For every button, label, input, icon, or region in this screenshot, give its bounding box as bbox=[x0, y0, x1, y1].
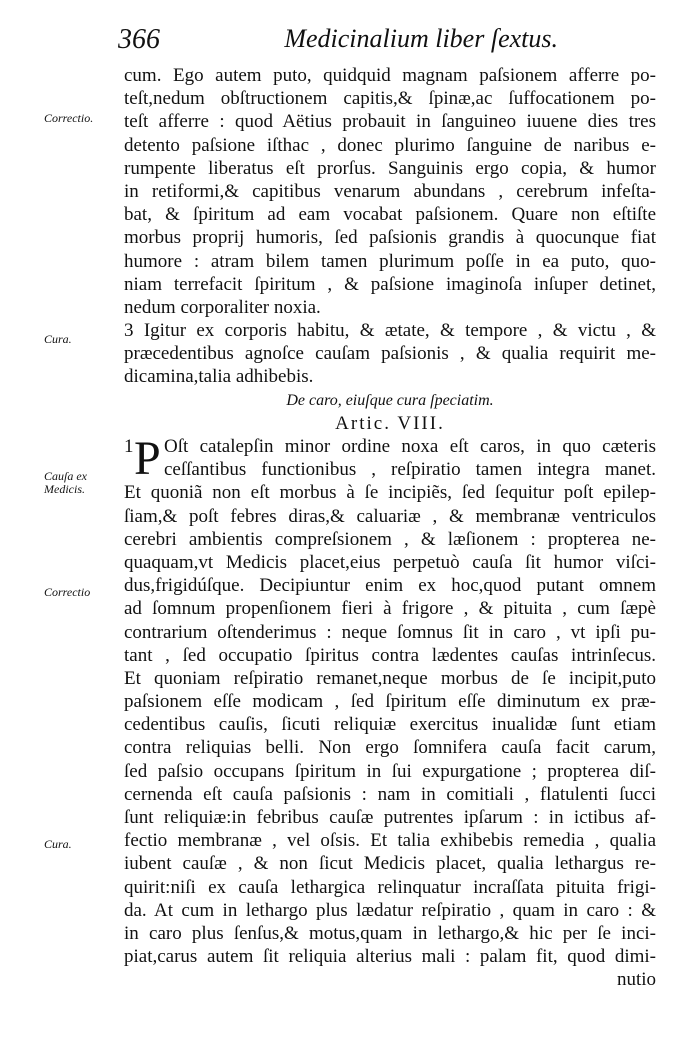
text-line: ſed paſsio occupans ſpiritum in ſui expurgatione ; propterea diſ- bbox=[124, 760, 656, 782]
margin-note-cura: Cura. bbox=[44, 332, 72, 346]
text-line: præcedentibus agnoſce cauſam paſsionis , & qualia requirit me- bbox=[124, 343, 656, 365]
text-line: in retiformi,& capitibus venarum abundans , cerebrum infeſta- bbox=[124, 180, 656, 202]
text-line: nedum corporaliter noxia. bbox=[124, 296, 321, 318]
margin-note-cura-2: Cura. bbox=[44, 837, 72, 851]
text-line: Et quoniã non eſt morbus à ſe incipiẽs, ſed ſequitur poſt epilep- bbox=[124, 482, 656, 504]
text-line: teſt afferre : quod Aëtius probauit in ſanguineo iuuene dies tres bbox=[124, 111, 656, 133]
running-title: Medicinalium liber ſextus. bbox=[284, 24, 558, 53]
main-text-block bbox=[124, 64, 656, 992]
text-line: ſunt reliquiæ:in febribus cauſæ putrentes ipſarum : in ictibus af- bbox=[124, 807, 656, 828]
text-line: ceſſantibus functionibus , reſpiratio tamen integra manet. bbox=[164, 459, 656, 481]
margin-note-correctio: Correctio. bbox=[44, 111, 94, 125]
paragraph-number: 1 bbox=[124, 436, 134, 457]
text-line: humore : atram bilem tamen plurimum poſſe in ea puto, quo- bbox=[124, 250, 656, 272]
text-line: iubent cauſæ , & non ſicut Medicis placet, qualia lethargus re- bbox=[124, 853, 656, 875]
page-header bbox=[118, 22, 558, 60]
text-line: rumpente liberatus eſt prorſus. Sanguinis ergo copia, & humor bbox=[124, 157, 656, 179]
drop-cap-letter: P bbox=[134, 432, 161, 485]
text-line: cernenda eſt cauſa paſsionis : nam in comitiali , flatulenti ſucci bbox=[124, 783, 656, 805]
text-line: paſsionem eſſe modicam , ſed ſpiritum eſſe diminutum ex præ- bbox=[124, 691, 656, 713]
text-line: cedentibus cauſis, ſicuti reliquiæ exercitus inualidæ ſunt etiam bbox=[124, 714, 656, 736]
text-line: detento paſsione iſthac , donec plurimo ſanguine de naribus e- bbox=[124, 134, 656, 156]
text-line: cum. Ego autem puto, quidquid magnam paſsionem afferre po- bbox=[124, 65, 656, 86]
catchword: nutio bbox=[616, 969, 656, 991]
text-line: contrarium oſtenderimus : neque ſomnus ſit in caro , vt ipſi pu- bbox=[124, 621, 656, 643]
margin-note-causa-ex-medicis: Cauſa ex Medicis. bbox=[44, 469, 87, 496]
text-line: quirit:niſi ex cauſa lethargica relinquatur incraſſata pituita frigi- bbox=[124, 876, 656, 898]
margin-note-correctio-2: Correctio bbox=[44, 585, 91, 599]
text-line: in caro plus ſenſus,& motus,quam in lethargo,& hic per ſe inci- bbox=[124, 922, 656, 944]
text-line: morbus proprij humoris, ſed paſsionis grandis à quocunque fiat bbox=[124, 227, 656, 249]
text-line: Et quoniam reſpiratio remanet,neque morbus de ſe incipit,puto bbox=[124, 667, 656, 689]
text-line: 3 Igitur ex corporis habitu, & ætate, & tempore , & victu , & bbox=[124, 320, 656, 342]
text-line: bat, & ſpiritum ad eam vocabat paſsionem. Quare non eſtiſte bbox=[124, 204, 656, 226]
text-line: ſiam,& poſt febres diras,& caluariæ , & membranæ ventriculos bbox=[124, 505, 656, 527]
text-line: niam terrefacit ſpiritum , & paſsione imaginoſa inſuper detinet, bbox=[124, 273, 656, 295]
text-line: dicamina,talia adhibebis. bbox=[124, 366, 314, 388]
section-subheading: De caro, eiuſque cura ſpeciatim. bbox=[286, 391, 494, 409]
text-line: teſt,nedum obſtructionem capitis,& ſpinæ,ac ſuffocationem po- bbox=[124, 88, 656, 110]
text-line: quaquam,vt Medicis placet,eius perpetuò cauſa ſit humor viſci- bbox=[124, 551, 656, 573]
text-line: tant , ſed occupatio ſpiritus contra lædentes cauſas intrinſecus. bbox=[124, 644, 656, 666]
text-line: ad ſomnum propenſionem fieri à frigore , & pituita , cum ſæpè bbox=[124, 598, 656, 620]
text-line: piat,carus autem ſit reliquia alterius mali : palam fit, quod dimi- bbox=[124, 946, 656, 968]
text-line: fectio membranæ , vel oſsis. Et talia exhibebis remedia , qualia bbox=[124, 830, 656, 852]
text-line: contra reliquias belli. Non ergo ſomnifera cauſa facit carum, bbox=[124, 737, 656, 759]
text-line: da. At cum in lethargo plus lædatur reſpiratio , quam in caro : & bbox=[124, 899, 656, 921]
text-line: Oſt catalepſin minor ordine noxa eſt caros, in quo cæteris bbox=[164, 436, 656, 457]
page-number: 366 bbox=[118, 24, 160, 55]
article-heading: Artic. VIII. bbox=[335, 412, 445, 434]
text-line: dus,frigidúſque. Decipiuntur enim ex hoc,quod putant omnem bbox=[124, 575, 656, 597]
text-line: cerebri ambientis compreſsionem , & læſionem : propterea ne- bbox=[124, 528, 656, 550]
